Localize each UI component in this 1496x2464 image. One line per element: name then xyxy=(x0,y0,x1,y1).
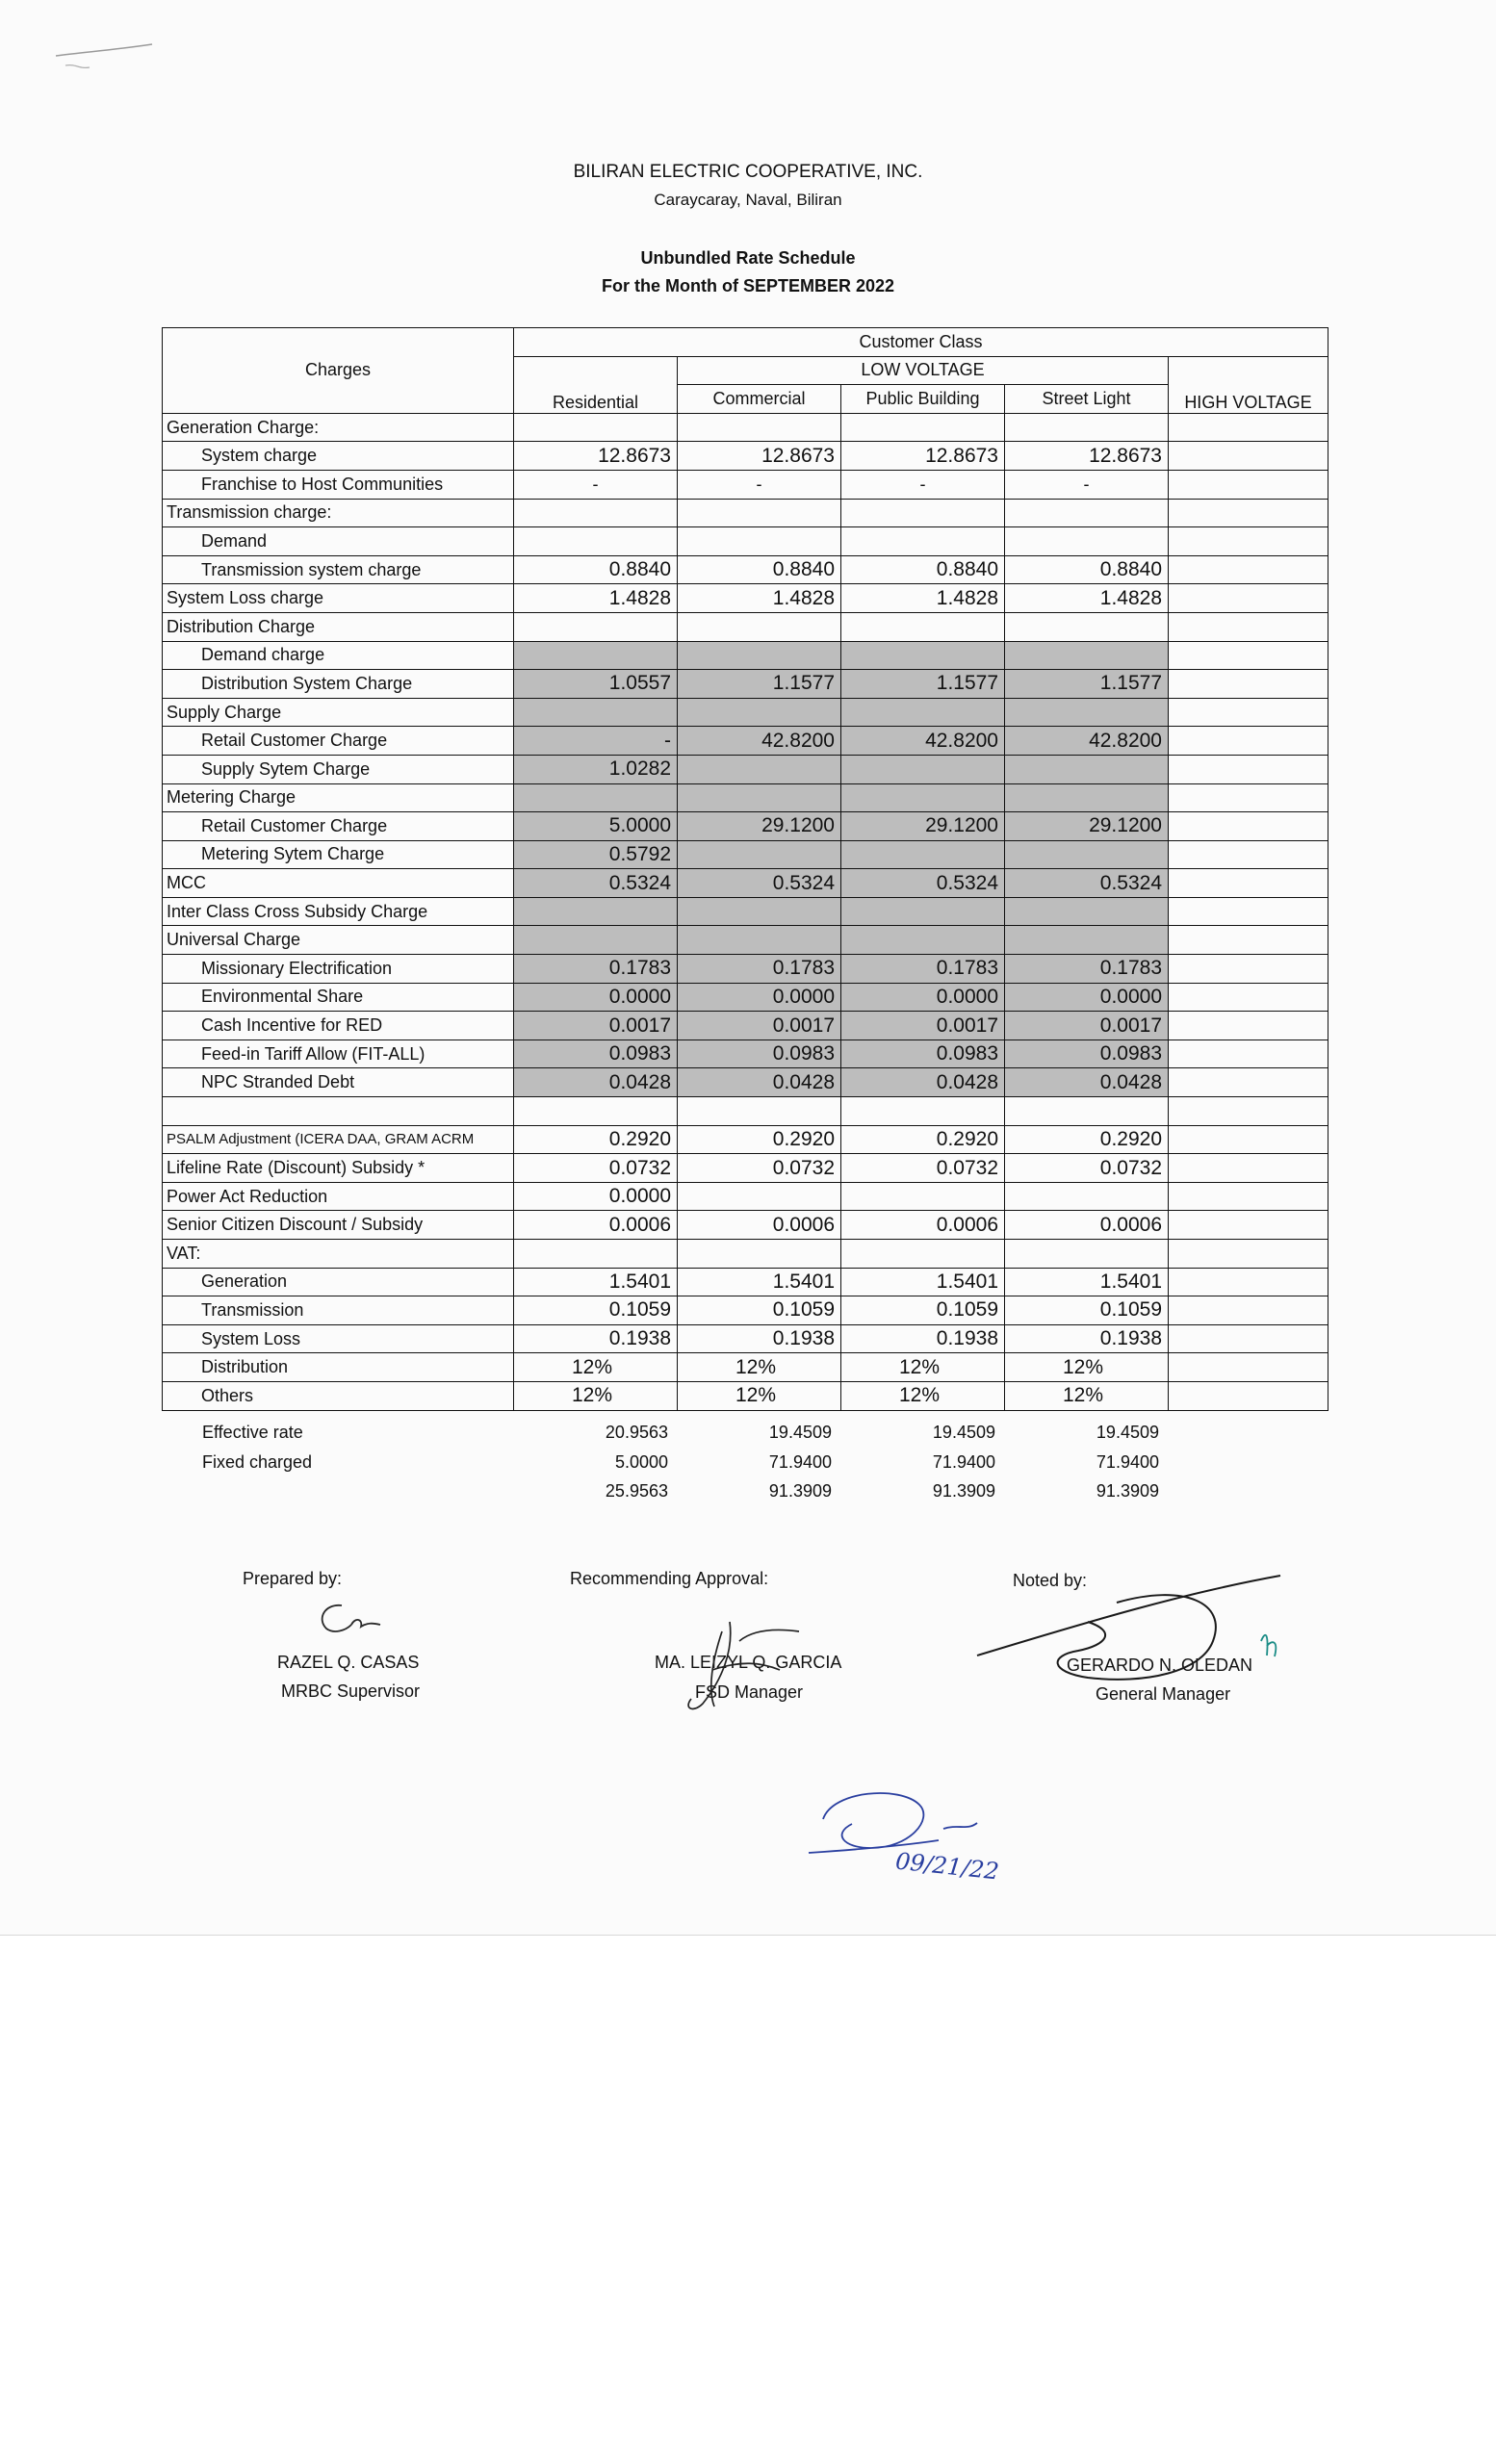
rate-cell: 1.5401 xyxy=(1005,1268,1169,1296)
table-row xyxy=(163,442,1328,471)
rate-cell xyxy=(678,755,841,783)
charge-label: Demand xyxy=(163,527,514,556)
rate-cell: 0.0000 xyxy=(514,1182,678,1211)
rate-cell: 12% xyxy=(678,1381,841,1410)
table-row xyxy=(163,641,1328,670)
high-voltage-cell xyxy=(1169,1240,1328,1269)
charge-label: Metering Charge xyxy=(163,783,514,812)
rate-cell: 0.1059 xyxy=(678,1296,841,1325)
rate-cell xyxy=(678,1240,841,1269)
rate-cell xyxy=(678,840,841,869)
rate-cell xyxy=(678,413,841,442)
rate-cell: 0.0000 xyxy=(1005,983,1169,1012)
fixed-charged-label: Fixed charged xyxy=(202,1452,313,1472)
table-row xyxy=(163,840,1328,869)
rate-cell: 0.5324 xyxy=(678,869,841,898)
col-header-residential: Residential xyxy=(514,356,678,413)
rate-cell: 0.2920 xyxy=(841,1125,1005,1154)
high-voltage-cell xyxy=(1169,1324,1328,1353)
rate-cell: 0.8840 xyxy=(514,555,678,584)
table-row xyxy=(163,698,1328,727)
rate-cell: 1.5401 xyxy=(841,1268,1005,1296)
high-voltage-cell xyxy=(1169,612,1328,641)
table-row xyxy=(163,1125,1328,1154)
rate-cell: 1.5401 xyxy=(514,1268,678,1296)
rate-cell: 0.8840 xyxy=(841,555,1005,584)
rate-cell: 1.1577 xyxy=(1005,670,1169,699)
charge-label: Generation Charge: xyxy=(163,413,514,442)
rate-cell xyxy=(841,897,1005,926)
noted-by-position: General Manager xyxy=(1096,1684,1231,1704)
rate-cell: 0.0732 xyxy=(1005,1154,1169,1183)
rate-cell: 0.0006 xyxy=(514,1211,678,1240)
rate-cell xyxy=(841,698,1005,727)
col-header-public-building: Public Building xyxy=(841,385,1005,414)
rate-cell: 12% xyxy=(1005,1353,1169,1382)
rate-cell xyxy=(514,527,678,556)
effective-rate-label: Effective rate xyxy=(202,1423,303,1442)
charge-label: Cash Incentive for RED xyxy=(163,1012,514,1040)
rate-cell: 0.0017 xyxy=(1005,1012,1169,1040)
table-row xyxy=(163,1240,1328,1269)
table-row xyxy=(163,869,1328,898)
rate-cell xyxy=(1005,527,1169,556)
document-month: For the Month of SEPTEMBER 2022 xyxy=(601,276,895,295)
rate-cell: 0.1783 xyxy=(514,955,678,984)
rate-cell: 0.0428 xyxy=(841,1068,1005,1097)
rate-cell: 0.1938 xyxy=(1005,1324,1169,1353)
col-header-commercial: Commercial xyxy=(678,385,841,414)
rate-cell: 29.1200 xyxy=(841,812,1005,841)
rate-cell: 0.0732 xyxy=(678,1154,841,1183)
high-voltage-cell xyxy=(1169,983,1328,1012)
table-row xyxy=(163,1211,1328,1240)
rate-cell: 0.1059 xyxy=(514,1296,678,1325)
document-title: Unbundled Rate Schedule xyxy=(640,248,856,268)
rate-cell xyxy=(1005,840,1169,869)
high-voltage-cell xyxy=(1169,955,1328,984)
rate-cell: 0.0732 xyxy=(841,1154,1005,1183)
charge-label: Power Act Reduction xyxy=(163,1182,514,1211)
table-row xyxy=(163,1097,1328,1126)
rate-cell: 12.8673 xyxy=(678,442,841,471)
rate-cell: 1.1577 xyxy=(841,670,1005,699)
table-row xyxy=(163,1353,1328,1382)
rate-cell: 12% xyxy=(678,1353,841,1382)
table-row xyxy=(163,1068,1328,1097)
table-row xyxy=(163,584,1328,613)
rate-cell xyxy=(841,1097,1005,1126)
rate-cell xyxy=(1005,641,1169,670)
rate-cell: 0.5324 xyxy=(1005,869,1169,898)
table-row xyxy=(163,612,1328,641)
table-row xyxy=(163,670,1328,699)
rate-cell xyxy=(514,1240,678,1269)
rate-cell xyxy=(514,698,678,727)
high-voltage-cell xyxy=(1169,1268,1328,1296)
rate-cell xyxy=(514,926,678,955)
high-voltage-cell xyxy=(1169,584,1328,613)
high-voltage-cell xyxy=(1169,1381,1328,1410)
table-row xyxy=(163,897,1328,926)
rate-cell xyxy=(841,612,1005,641)
charge-label: Senior Citizen Discount / Subsidy xyxy=(163,1211,514,1240)
rate-cell: 0.0428 xyxy=(514,1068,678,1097)
high-voltage-cell xyxy=(1169,1097,1328,1126)
rate-cell: 12.8673 xyxy=(841,442,1005,471)
rate-cell: 0.5324 xyxy=(841,869,1005,898)
rate-cell xyxy=(1005,1240,1169,1269)
totals-section xyxy=(0,1423,1496,1519)
high-voltage-cell xyxy=(1169,1154,1328,1183)
rate-cell: 0.1938 xyxy=(514,1324,678,1353)
noted-by-name: GERARDO N. OLEDAN xyxy=(1067,1656,1253,1675)
charges-header: Charges xyxy=(163,328,514,414)
rate-cell xyxy=(514,1097,678,1126)
high-voltage-cell xyxy=(1169,926,1328,955)
rate-cell: 0.0428 xyxy=(1005,1068,1169,1097)
rate-cell: 0.0983 xyxy=(514,1040,678,1068)
charge-label xyxy=(163,1097,514,1126)
charge-label: Distribution xyxy=(163,1353,514,1382)
charge-label: System Loss charge xyxy=(163,584,514,613)
rate-cell: 0.5792 xyxy=(514,840,678,869)
high-voltage-cell xyxy=(1169,413,1328,442)
high-voltage-header: HIGH VOLTAGE xyxy=(1169,356,1328,413)
charge-label: Feed-in Tariff Allow (FIT-ALL) xyxy=(163,1040,514,1068)
charge-label: Supply Sytem Charge xyxy=(163,755,514,783)
rate-cell xyxy=(514,499,678,527)
table-row xyxy=(163,783,1328,812)
high-voltage-cell xyxy=(1169,783,1328,812)
table-row xyxy=(163,1012,1328,1040)
rate-cell xyxy=(1005,1097,1169,1126)
prepared-by-name: RAZEL Q. CASAS xyxy=(277,1653,420,1672)
rate-cell: 0.1783 xyxy=(678,955,841,984)
rate-cell: 0.1938 xyxy=(678,1324,841,1353)
rate-cell: 1.4828 xyxy=(841,584,1005,613)
recommending-approval-label: Recommending Approval: xyxy=(570,1569,769,1588)
table-row xyxy=(163,926,1328,955)
rate-cell: 0.0006 xyxy=(1005,1211,1169,1240)
charge-label: Lifeline Rate (Discount) Subsidy * xyxy=(163,1154,514,1183)
effective-rate-value: 20.9563 xyxy=(605,1423,668,1442)
rate-cell: - xyxy=(678,470,841,499)
effective-rate-value: 19.4509 xyxy=(932,1423,995,1442)
rate-cell: 0.0983 xyxy=(841,1040,1005,1068)
rate-cell: 0.0983 xyxy=(1005,1040,1169,1068)
effective-rate-value: 19.4509 xyxy=(1096,1423,1159,1442)
rate-cell xyxy=(841,926,1005,955)
rate-cell: 0.0017 xyxy=(841,1012,1005,1040)
rate-cell xyxy=(841,641,1005,670)
charge-label: Demand charge xyxy=(163,641,514,670)
rate-cell xyxy=(841,840,1005,869)
recommending-approval-name: MA. LEIZYL Q. GARCIA xyxy=(655,1653,842,1672)
charge-label: System Loss xyxy=(163,1324,514,1353)
rate-cell: 1.0282 xyxy=(514,755,678,783)
table-row xyxy=(163,727,1328,756)
charge-label: Missionary Electrification xyxy=(163,955,514,984)
rate-cell xyxy=(1005,755,1169,783)
charge-label: Distribution System Charge xyxy=(163,670,514,699)
rate-cell xyxy=(678,499,841,527)
fixed-charged-value: 71.9400 xyxy=(1096,1452,1159,1472)
rate-cell xyxy=(841,755,1005,783)
high-voltage-cell xyxy=(1169,869,1328,898)
charge-label: Transmission system charge xyxy=(163,555,514,584)
rate-cell: 29.1200 xyxy=(678,812,841,841)
fixed-charged-value: 71.9400 xyxy=(932,1452,995,1472)
table-row xyxy=(163,527,1328,556)
rate-cell: 1.4828 xyxy=(514,584,678,613)
total-value: 25.9563 xyxy=(605,1481,668,1501)
high-voltage-cell xyxy=(1169,1182,1328,1211)
charge-label: Others xyxy=(163,1381,514,1410)
charge-label: VAT: xyxy=(163,1240,514,1269)
rate-cell: 0.0000 xyxy=(678,983,841,1012)
rate-cell xyxy=(678,641,841,670)
rate-cell: 0.0006 xyxy=(678,1211,841,1240)
rate-cell xyxy=(841,499,1005,527)
rate-cell: 1.5401 xyxy=(678,1268,841,1296)
rate-cell: 0.2920 xyxy=(678,1125,841,1154)
charge-label: System charge xyxy=(163,442,514,471)
rate-cell: 0.1059 xyxy=(1005,1296,1169,1325)
table-row xyxy=(163,812,1328,841)
rate-cell xyxy=(841,783,1005,812)
prepared-by-label: Prepared by: xyxy=(243,1569,343,1588)
rate-cell xyxy=(1005,413,1169,442)
rate-cell: - xyxy=(841,470,1005,499)
rate-cell: 29.1200 xyxy=(1005,812,1169,841)
garcia-signature-icon xyxy=(655,1603,828,1718)
table-row xyxy=(163,1154,1328,1183)
rate-cell xyxy=(1005,698,1169,727)
rate-cell: 0.2920 xyxy=(514,1125,678,1154)
rate-cell: 12% xyxy=(514,1353,678,1382)
high-voltage-cell xyxy=(1169,670,1328,699)
high-voltage-cell xyxy=(1169,897,1328,926)
table-row xyxy=(163,413,1328,442)
fixed-charged-value: 5.0000 xyxy=(614,1452,668,1472)
high-voltage-cell xyxy=(1169,527,1328,556)
table-row xyxy=(163,499,1328,527)
table-row xyxy=(163,1268,1328,1296)
recommending-approval-position: FSD Manager xyxy=(695,1682,804,1702)
rate-cell: - xyxy=(514,727,678,756)
high-voltage-cell xyxy=(1169,727,1328,756)
casas-signature-icon xyxy=(313,1598,390,1641)
rate-cell: 0.1783 xyxy=(1005,955,1169,984)
rate-cell xyxy=(678,897,841,926)
rate-cell: 42.8200 xyxy=(1005,727,1169,756)
high-voltage-cell xyxy=(1169,1125,1328,1154)
charge-label: Distribution Charge xyxy=(163,612,514,641)
high-voltage-cell xyxy=(1169,641,1328,670)
table-row xyxy=(163,1296,1328,1325)
total-value: 91.3909 xyxy=(768,1481,832,1501)
high-voltage-cell xyxy=(1169,470,1328,499)
charge-label: Metering Sytem Charge xyxy=(163,840,514,869)
rate-cell: - xyxy=(514,470,678,499)
high-voltage-cell xyxy=(1169,755,1328,783)
fixed-charged-value: 71.9400 xyxy=(768,1452,832,1472)
rate-cell xyxy=(514,612,678,641)
rate-cell xyxy=(678,612,841,641)
rate-cell: 42.8200 xyxy=(841,727,1005,756)
rate-cell: 12.8673 xyxy=(1005,442,1169,471)
rate-cell xyxy=(841,413,1005,442)
rate-cell: 0.0017 xyxy=(678,1012,841,1040)
noted-by-label: Noted by: xyxy=(1013,1571,1088,1590)
rate-cell xyxy=(1005,499,1169,527)
rate-cell: 0.0000 xyxy=(841,983,1005,1012)
charge-label: Franchise to Host Communities xyxy=(163,470,514,499)
charge-label: Inter Class Cross Subsidy Charge xyxy=(163,897,514,926)
rate-cell: 0.0428 xyxy=(678,1068,841,1097)
rate-cell xyxy=(678,1182,841,1211)
rate-cell xyxy=(678,698,841,727)
rate-cell xyxy=(678,926,841,955)
rate-cell xyxy=(1005,612,1169,641)
rate-cell: 0.0006 xyxy=(841,1211,1005,1240)
rate-cell xyxy=(841,1240,1005,1269)
charge-label: Retail Customer Charge xyxy=(163,812,514,841)
total-value: 91.3909 xyxy=(932,1481,995,1501)
high-voltage-cell xyxy=(1169,1040,1328,1068)
rate-cell: 0.8840 xyxy=(678,555,841,584)
table-row xyxy=(163,1040,1328,1068)
table-row xyxy=(163,1381,1328,1410)
table-row xyxy=(163,983,1328,1012)
high-voltage-cell xyxy=(1169,812,1328,841)
rate-cell xyxy=(841,1182,1005,1211)
customer-class-header: Customer Class xyxy=(514,328,1328,357)
rate-cell: 1.0557 xyxy=(514,670,678,699)
rate-cell: 12% xyxy=(841,1381,1005,1410)
rate-cell xyxy=(1005,1182,1169,1211)
high-voltage-cell xyxy=(1169,840,1328,869)
table-row xyxy=(163,470,1328,499)
high-voltage-cell xyxy=(1169,555,1328,584)
table-row xyxy=(163,755,1328,783)
oledan-signature-icon xyxy=(972,1564,1290,1708)
rate-cell: 12% xyxy=(1005,1381,1169,1410)
effective-rate-value: 19.4509 xyxy=(768,1423,832,1442)
rate-cell xyxy=(1005,926,1169,955)
prepared-by-position: MRBC Supervisor xyxy=(281,1681,421,1701)
rate-cell: 0.0732 xyxy=(514,1154,678,1183)
rate-cell xyxy=(514,897,678,926)
rate-cell xyxy=(678,527,841,556)
rate-cell: 1.4828 xyxy=(1005,584,1169,613)
rate-cell: 0.0983 xyxy=(678,1040,841,1068)
rate-cell xyxy=(514,413,678,442)
charge-label: MCC xyxy=(163,869,514,898)
scan-artifact-mark xyxy=(46,27,181,75)
charge-label: Environmental Share xyxy=(163,983,514,1012)
charge-label: Transmission xyxy=(163,1296,514,1325)
rate-cell: 0.1938 xyxy=(841,1324,1005,1353)
total-value: 91.3909 xyxy=(1096,1481,1159,1501)
rate-schedule-table xyxy=(162,327,1328,1411)
table-row xyxy=(163,955,1328,984)
rate-cell: 12% xyxy=(841,1353,1005,1382)
rate-cell: 12% xyxy=(514,1381,678,1410)
charge-label: Transmission charge: xyxy=(163,499,514,527)
handwritten-initials-icon xyxy=(794,1781,1025,1906)
org-address: Caraycaray, Naval, Biliran xyxy=(654,191,842,209)
rate-cell xyxy=(1005,897,1169,926)
rate-cell: 0.1059 xyxy=(841,1296,1005,1325)
charge-label: Retail Customer Charge xyxy=(163,727,514,756)
high-voltage-cell xyxy=(1169,698,1328,727)
high-voltage-cell xyxy=(1169,1353,1328,1382)
rate-cell xyxy=(678,783,841,812)
rate-cell: 12.8673 xyxy=(514,442,678,471)
rate-cell xyxy=(841,527,1005,556)
rate-cell: 5.0000 xyxy=(514,812,678,841)
org-name: BILIRAN ELECTRIC COOPERATIVE, INC. xyxy=(573,162,923,182)
rate-cell: 1.4828 xyxy=(678,584,841,613)
high-voltage-cell xyxy=(1169,1068,1328,1097)
charge-label: Universal Charge xyxy=(163,926,514,955)
rate-cell: 0.0000 xyxy=(514,983,678,1012)
rate-cell: 0.5324 xyxy=(514,869,678,898)
high-voltage-cell xyxy=(1169,1012,1328,1040)
rate-cell: 0.2920 xyxy=(1005,1125,1169,1154)
rate-cell: - xyxy=(1005,470,1169,499)
handwritten-date: 09/21/22 xyxy=(893,1847,1000,1886)
charge-label: NPC Stranded Debt xyxy=(163,1068,514,1097)
rate-cell xyxy=(678,1097,841,1126)
rate-cell xyxy=(514,641,678,670)
rate-cell xyxy=(1005,783,1169,812)
charge-label: Supply Charge xyxy=(163,698,514,727)
table-row xyxy=(163,555,1328,584)
low-voltage-header: LOW VOLTAGE xyxy=(678,356,1169,385)
high-voltage-cell xyxy=(1169,1211,1328,1240)
rate-cell: 1.1577 xyxy=(678,670,841,699)
rate-cell: 0.8840 xyxy=(1005,555,1169,584)
high-voltage-cell xyxy=(1169,1296,1328,1325)
table-row xyxy=(163,1182,1328,1211)
rate-cell: 0.1783 xyxy=(841,955,1005,984)
table-row xyxy=(163,1324,1328,1353)
charge-label: Generation xyxy=(163,1268,514,1296)
col-header-street-light: Street Light xyxy=(1005,385,1169,414)
high-voltage-cell xyxy=(1169,442,1328,471)
rate-cell: 42.8200 xyxy=(678,727,841,756)
charge-label: PSALM Adjustment (ICERA DAA, GRAM ACRM xyxy=(163,1125,514,1154)
rate-cell: 0.0017 xyxy=(514,1012,678,1040)
rate-cell xyxy=(514,783,678,812)
high-voltage-cell xyxy=(1169,499,1328,527)
